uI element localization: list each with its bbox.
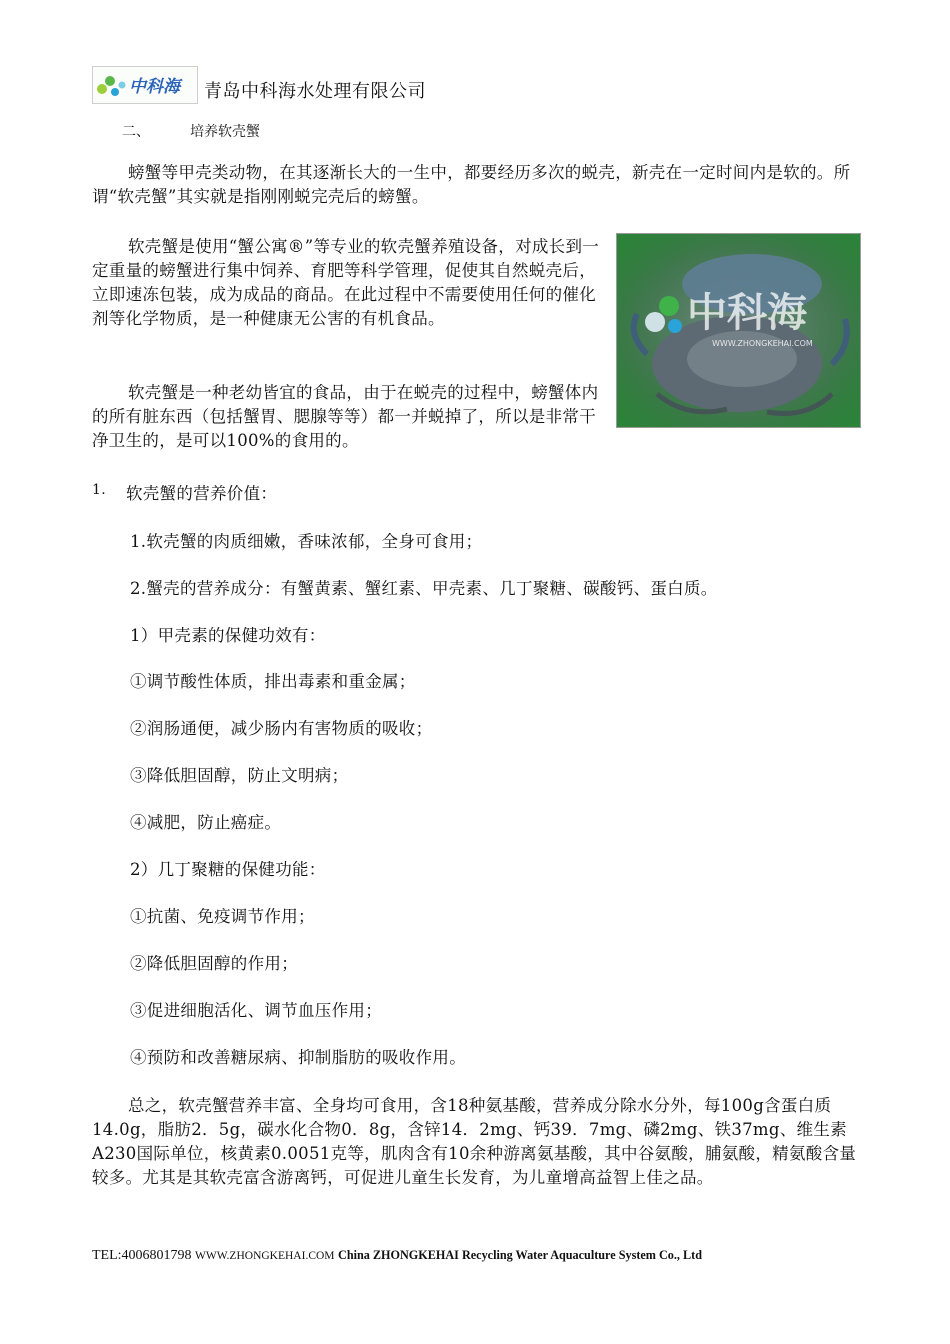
summary-paragraph: 总之，软壳蟹营养丰富、全身均可食用，含18种氨基酸，营养成分除水分外，每100g含蛋白质14.0g，脂肪2．5g，碳水化合物0．8g，含锌14．2mg、钙39．7mg、磷2mg、铁37mg、维生素A230国际单位，核黄素0.0051克等，肌肉含有10余种游离氨基酸，其中谷氨酸，脯氨酸，精氨酸含量较多。尤其是其软壳富含游离钙，可促进儿童生长发育，为儿童增高益智上佳之品。 (92, 1096, 857, 1187)
page-footer (92, 1248, 702, 1264)
footer-company-english: China ZHONGKEHAI Recycling Water Aquaculture System Co., Ltd (338, 1248, 702, 1262)
list-item: ②降低胆固醇的作用； (130, 954, 298, 973)
list-item: ②润肠通便，减少肠内有害物质的吸收； (130, 719, 433, 738)
footer-website: WWW.ZHONGKEHAI.COM (195, 1250, 335, 1262)
intro-paragraph: 螃蟹等甲壳类动物，在其逐渐长大的一生中，都要经历多次的蜕壳，新壳在一定时间内是软的。所谓“软壳蟹”其实就是指刚刚蜕完壳后的螃蟹。 (92, 163, 851, 206)
company-logo (92, 66, 198, 104)
footer-tel: TEL:4006801798 (92, 1248, 192, 1263)
list-item: ④减肥，防止癌症。 (130, 813, 282, 832)
method-paragraph: 软壳蟹是使用“蟹公寓®”等专业的软壳蟹养殖设备，对成长到一定重量的螃蟹进行集中饲养、育肥等科学管理，促使其自然蜕壳后，立即速冻包装，成为成品的商品。在此过程中不需要使用任何的催化剂等化学物质，是一种健康无公害的有机食品。 (92, 237, 600, 328)
company-name: 青岛中科海水处理有限公司 (204, 81, 426, 102)
list-item: ③降低胆固醇，防止文明病； (130, 766, 349, 785)
subheading: 2）几丁聚糖的保健功能： (130, 860, 326, 879)
logo-graphic (93, 67, 197, 103)
list-number: 1. (92, 482, 106, 498)
list-item: 2.蟹壳的营养成分：有蟹黄素、蟹红素、甲壳素、几丁聚糖、碳酸钙、蛋白质。 (130, 579, 718, 598)
photo-url: WWW.ZHONGKEHAI.COM (712, 339, 813, 348)
nutrition-heading: 软壳蟹的营养价值： (126, 484, 278, 503)
list-item: ④预防和改善糖尿病、抑制脂肪的吸收作用。 (130, 1048, 466, 1067)
soft-shell-crab-photo (616, 233, 861, 428)
section-title: 培养软壳蟹 (190, 124, 260, 140)
list-item: ①调节酸性体质，排出毒素和重金属； (130, 672, 416, 691)
list-item: 1.软壳蟹的肉质细嫩，香味浓郁，全身可食用； (130, 532, 483, 551)
list-item: ③促进细胞活化、调节血压作用； (130, 1001, 382, 1020)
list-item: ①抗菌、免疫调节作用； (130, 907, 315, 926)
section-number: 二、 (122, 124, 150, 140)
photo-watermark: 中科海 (687, 289, 807, 336)
subheading: 1）甲壳素的保健功效有： (130, 626, 326, 645)
food-paragraph: 软壳蟹是一种老幼皆宜的食品，由于在蜕壳的过程中，螃蟹体内的所有脏东西（包括蟹胃、腮腺等等）都一并蜕掉了，所以是非常干净卫生的，是可以100%的食用的。 (92, 383, 599, 450)
logo-text: 中科海 (129, 77, 180, 97)
